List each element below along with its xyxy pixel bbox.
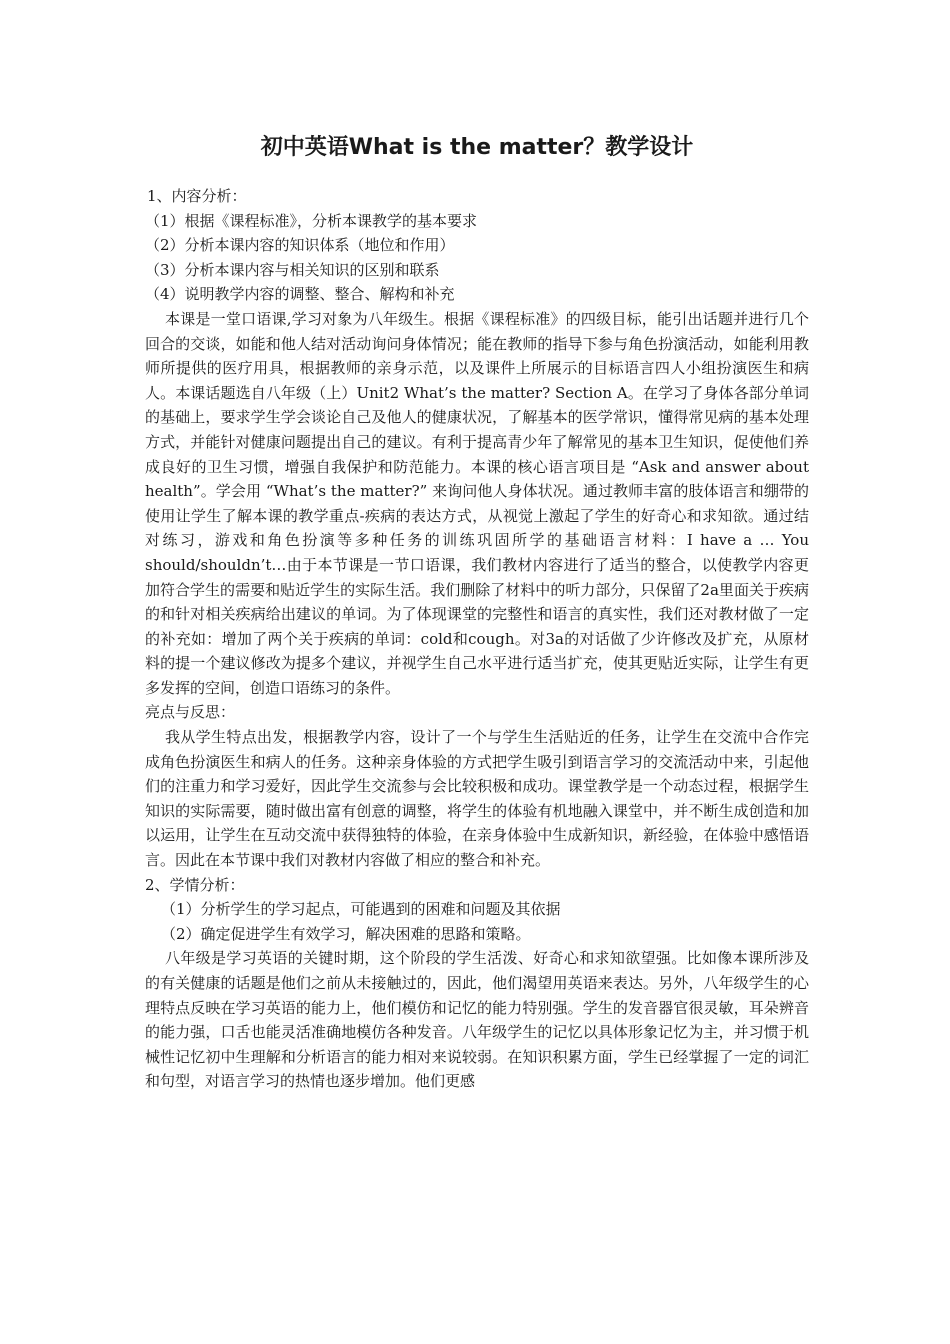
section1-item-3: （3）分析本课内容与相关知识的区别和联系 bbox=[145, 260, 440, 279]
section1-heading: 1、内容分析： bbox=[147, 187, 247, 205]
section1-body-paragraph: 本课是一堂口语课,学习对象为八年级生。根据《课程标准》的四级目标，能引出话题并进行几个回合的交谈，如能和他人结对活动询问身体情况；能在教师的指导下参与角色扮演活动，如能利用教师所提供的医疗用具，根据教师的亲身示范，以及课件上所展示的目标语言四人小组扮演医生和病人。本课话题选自八年级（上）Unit2 What’s the matter? Section A。在学习了身体各部分单词的基础上，要求学生学会谈论自己及他人的健康状况，了解基本的医学常识，懂得常见病的基本处理方式，并能针对健康问题提出自己的建议。有利于提高青少年了解常见的基本卫生知识，促使他们养成良好的卫生习惯，增强自我保护和防范能力。本课的核心语言项目是 “Ask and answer about health”。学会用 “What’s the matter?” 来询问他人身体状况。通过教师丰富的肢体语言和绷带的使用让学生了解本课的教学重点-疾病的表达方式，从视觉上激起了学生的好奇心和求知欲。通过结对练习，游戏和角色扮演等多种任务的训练巩固所学的基础语言材料：I have a … You should/shouldn’t…由于本节课是一节口语课，我们教材内容进行了适当的整合，以使教学内容更加符合学生的需要和贴近学生的实际生活。我们删除了材料中的听力部分，只保留了2a里面关于疾病的和针对相关疾病给出建议的单词。为了体现课堂的完整性和语言的真实性，我们还对教材做了一定的补充如：增加了两个关于疾病的单词：cold和cough。对3a的对话做了少许修改及扩充，从原材料的提一个建议修改为提多个建议，并视学生自己水平进行适当扩充，使其更贴近实际，让学生有更多发挥的空间，创造口语练习的条件。 bbox=[145, 309, 809, 697]
reflection-body-paragraph: 我从学生特点出发，根据教学内容，设计了一个与学生生活贴近的任务，让学生在交流中合作完成角色扮演医生和病人的任务。这种亲身体验的方式把学生吸引到语言学习的交流活动中来，引起他们的注重力和学习爱好，因此学生交流参与会比较积极和成功。课堂教学是一个动态过程，根据学生知识的实际需要，随时做出富有创意的调整，将学生的体验有机地融入课堂中，并不断生成创造和加以运用，让学生在互动交流中获得独特的体验，在亲身体验中生成新知识，新经验，在体验中感悟语言。因此在本节课中我们对教材内容做了相应的整合和补充。 bbox=[145, 728, 809, 870]
section2-body-paragraph: 八年级是学习英语的关键时期，这个阶段的学生活泼、好奇心和求知欲望强。比如像本课所涉及的有关健康的话题是他们之前从未接触过的，因此，他们渴望用英语来表达。另外，八年级学生的心理特点反映在学习英语的能力上，他们模仿和记忆的能力特别强。学生的发音器官很灵敏，耳朵辨音的能力强，口舌也能灵活准确地模仿各种发音。八年级学生的记忆以具体形象记忆为主，并习惯于机械性记忆初中生理解和分析语言的能力相对来说较弱。在知识积累方面，学生已经掌握了一定的词汇和句型，对语言学习的热情也逐步增加。他们更感 bbox=[145, 949, 809, 1091]
section1-item-4: （4）说明教学内容的调整、整合、解构和补充 bbox=[145, 285, 455, 304]
section1-item-1: （1）根据《课程标准》，分析本课教学的基本要求 bbox=[145, 211, 478, 230]
document-page bbox=[145, 130, 809, 1094]
section2-item-2: （2）确定促进学生有效学习，解决困难的思路和策略。 bbox=[161, 924, 531, 943]
document-title: 初中英语What is the matter？教学设计 bbox=[260, 135, 694, 160]
section1-item-2: （2）分析本课内容的知识体系（地位和作用） bbox=[145, 236, 455, 255]
section2-heading: 2、学情分析： bbox=[145, 875, 245, 894]
reflection-heading: 亮点与反思： bbox=[145, 703, 236, 722]
section2-item-1: （1）分析学生的学习起点，可能遇到的困难和问题及其依据 bbox=[161, 900, 561, 919]
